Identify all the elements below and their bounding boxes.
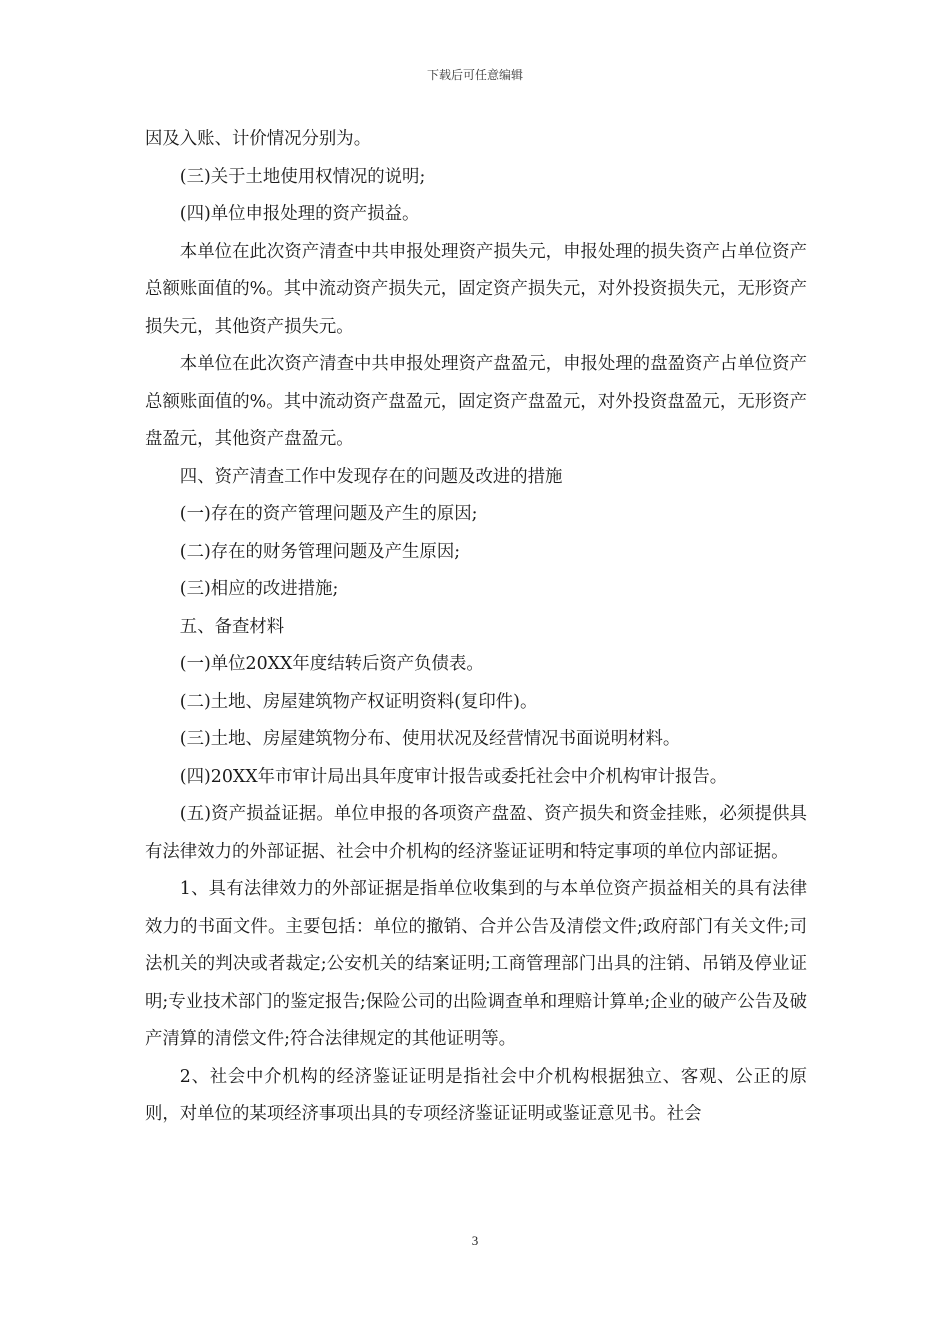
page-header: 下载后可任意编辑 [426, 68, 523, 82]
paragraph: 2、社会中介机构的经济鉴证证明是指社会中介机构根据独立、客观、公正的原则，对单位的某项经济事项出具的专项经济鉴证证明或鉴证意见书。社会 [145, 1066, 807, 1124]
paragraph: (二)土地、房屋建筑物产权证明资料(复印件)。 [179, 691, 538, 712]
paragraph: 1、具有法律效力的外部证据是指单位收集到的与本单位资产损益相关的具有法律效力的书面文件。主要包括：单位的撤销、合并公告及清偿文件;政府部门有关文件;司法机关的判决或者裁定;公安机关的结案证明;工商管理部门出具的注销、吊销及停业证明;专业技术部门的鉴定报告;保险公司的出险调查单和理赔计算单;企业的破产公告及破产清算的清偿文件;符合法律规定的其他证明等。 [145, 879, 807, 1049]
paragraph: 本单位在此次资产清查中共申报处理资产损失元，申报处理的损失资产占单位资产总额账面值的%。其中流动资产损失元，固定资产损失元，对外投资损失元，无形资产损失元，其他资产损失元。 [145, 241, 807, 337]
paragraph: (四)20XX年市审计局出具年度审计报告或委托社会中介机构审计报告。 [179, 766, 728, 787]
paragraph: 本单位在此次资产清查中共申报处理资产盘盈元，申报处理的盘盈资产占单位资产总额账面值的%。其中流动资产盘盈元，固定资产盘盈元，对外投资盘盈元，无形资产盘盈元，其他资产盘盈元。 [145, 354, 807, 449]
document-body [145, 121, 807, 1134]
paragraph: (一)存在的资产管理问题及产生的原因; [179, 504, 478, 524]
section-heading: 四、资产清查工作中发现存在的问题及改进的措施 [179, 466, 563, 487]
page-number: 3 [471, 1233, 479, 1248]
paragraph: (四)单位申报处理的资产损益。 [179, 204, 420, 224]
paragraph: (一)单位20XX年度结转后资产负债表。 [179, 654, 484, 674]
paragraph: (三)土地、房屋建筑物分布、使用状况及经营情况书面说明材料。 [179, 729, 681, 749]
paragraph: (三)关于土地使用权情况的说明; [179, 166, 426, 187]
paragraph: (三)相应的改进措施; [179, 579, 339, 599]
paragraph: (二)存在的财务管理问题及产生原因; [179, 541, 461, 562]
section-heading: 五、备查材料 [179, 616, 285, 637]
paragraph: (五)资产损益证据。单位申报的各项资产盘盈、资产损失和资金挂账，必须提供具有法律效力的外部证据、社会中介机构的经济鉴证证明和特定事项的单位内部证据。 [145, 804, 807, 862]
paragraph: 因及入账、计价情况分别为。 [145, 129, 372, 149]
